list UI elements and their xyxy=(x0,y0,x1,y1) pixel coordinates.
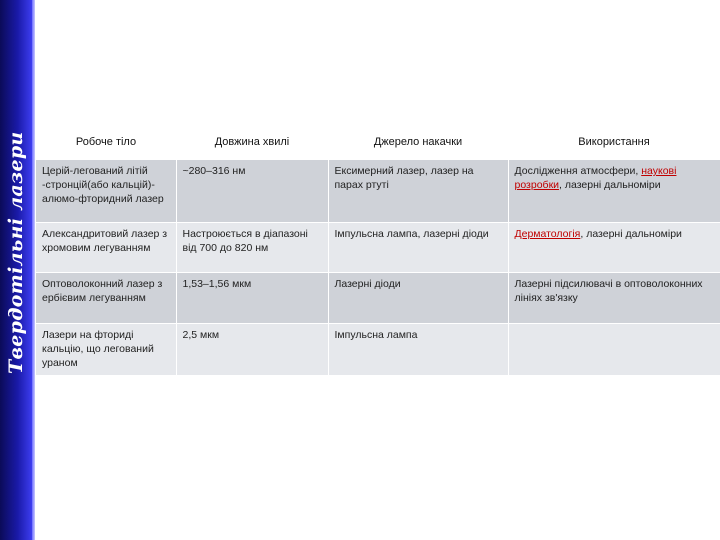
lasers-table xyxy=(36,126,720,376)
usage-text: Лазерні підсилювачі в оптоволоконних лініях зв'язку xyxy=(514,277,703,304)
usage-text: Дослідження атмосфери, xyxy=(514,165,642,177)
header-pump-source: Джерело накачки xyxy=(328,126,508,159)
cell-working-body: Церій-легований літій -стронцій(або кальцій)-алюмо-фторидний лазер xyxy=(36,159,176,222)
header-usage: Використання xyxy=(508,126,720,159)
cell-wavelength: Настроюється в діапазоні від 700 до 820 нм xyxy=(176,222,328,272)
usage-text: , лазерні дальноміри xyxy=(580,227,682,240)
table-row xyxy=(36,272,720,323)
table-row xyxy=(36,222,720,272)
sidebar-title-container xyxy=(0,0,32,540)
cell-wavelength: 2,5 мкм xyxy=(176,323,328,376)
header-working-body: Робоче тіло xyxy=(36,126,176,159)
cell-usage xyxy=(508,272,720,323)
cell-pump-source: Ексимерний лазер, лазер на парах ртуті xyxy=(328,159,508,222)
header-wavelength: Довжина хвилі xyxy=(176,126,328,159)
cell-working-body: Лазери на фториді кальцію, що легований ураном xyxy=(36,323,176,376)
usage-text: , лазерні дальноміри xyxy=(559,179,661,192)
cell-usage xyxy=(508,323,720,376)
cell-usage xyxy=(508,222,720,272)
table-header-row xyxy=(36,126,720,159)
slide-title: Твердотільні лазери xyxy=(5,131,27,374)
cell-working-body: Александритовий лазер з хромовим легуванням xyxy=(36,222,176,272)
cell-wavelength: 1,53–1,56 мкм xyxy=(176,272,328,323)
cell-usage xyxy=(508,159,720,222)
usage-highlight: Дерматологія xyxy=(514,227,581,240)
cell-pump-source: Імпульсна лампа, лазерні діоди xyxy=(328,222,508,272)
cell-pump-source: Лазерні діоди xyxy=(328,272,508,323)
cell-working-body: Оптоволоконний лазер з ербієвим легуванням xyxy=(36,272,176,323)
table-row xyxy=(36,159,720,222)
cell-wavelength: ~280–316 нм xyxy=(176,159,328,222)
usage-highlight: наукові розробки xyxy=(514,165,677,192)
table-row xyxy=(36,323,720,376)
cell-pump-source: Імпульсна лампа xyxy=(328,323,508,376)
sidebar-edge xyxy=(32,0,35,540)
